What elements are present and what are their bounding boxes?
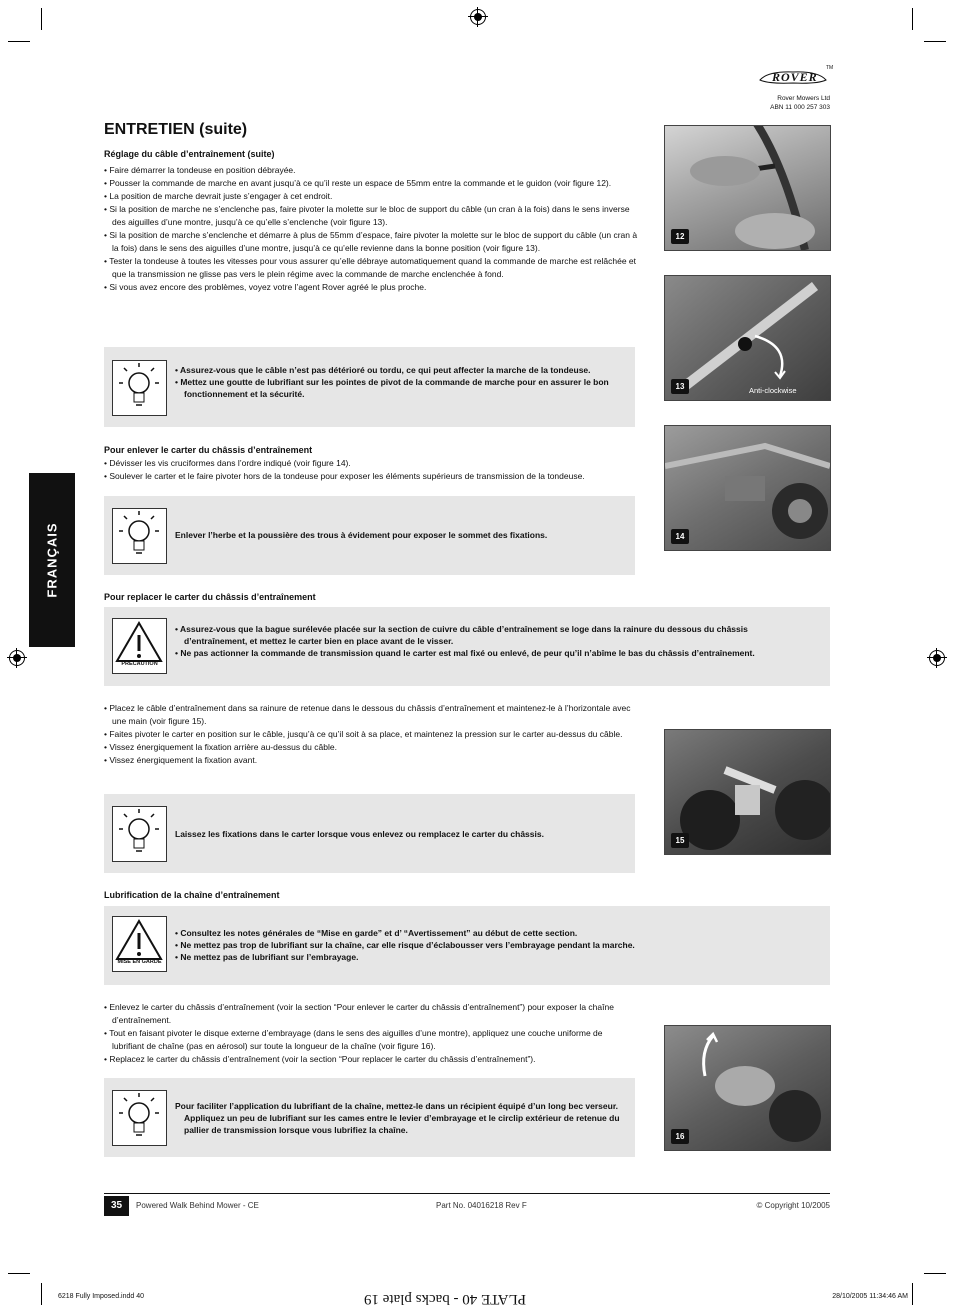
tip-item: Enlever l’herbe et la poussière des trous à évidement pour exposer le sommet des fixations. bbox=[175, 530, 548, 540]
bullet-item: • Tester la tondeuse à toutes les vitesses pour vous assurer qu’elle débraye automatiquement quand la commande de marche est relâchée et que la transmission ne glisse pas vers le plein régime avec la commande de marche enclenchée à fond. bbox=[104, 255, 644, 281]
figure-number: 14 bbox=[671, 529, 689, 544]
lightbulb-icon bbox=[112, 1090, 167, 1146]
bullet-item: • Vissez énergiquement la fixation avant. bbox=[104, 754, 634, 767]
section-body bbox=[104, 702, 634, 767]
rover-logo bbox=[758, 65, 834, 86]
figure-number: 13 bbox=[671, 379, 689, 394]
lightbulb-icon bbox=[112, 360, 167, 416]
bullet-item: • Tout en faisant pivoter le disque externe d’embrayage (dans le sens des aiguilles d’une montre), appliquez une couche uniforme de lubrifiant de chaîne (pas en aérosol) sur toute la longueur de la chaîne (voir figure 16). bbox=[104, 1027, 634, 1053]
section-body bbox=[104, 457, 660, 483]
caution-item: • Ne mettez pas trop de lubrifiant sur la chaîne, car elle risque d’éclabousser vers l’embrayage pendant la marche. bbox=[175, 939, 805, 951]
tip-text bbox=[175, 1100, 625, 1136]
footer-copyright: © Copyright 10/2005 bbox=[756, 1201, 830, 1210]
section-body bbox=[104, 1001, 634, 1066]
tip-text bbox=[175, 529, 625, 541]
bullet-item: • Enlevez le carter du châssis d’entraînement (voir la section “Pour enlever le carter du châssis d’entraînement”) pour exposer la chaîne d’entraînement. bbox=[104, 1001, 634, 1027]
page-title: ENTRETIEN (suite) bbox=[104, 121, 248, 138]
slug-date: 28/10/2005 11:34:46 AM bbox=[832, 1293, 908, 1300]
language-tab bbox=[29, 473, 75, 647]
bullet-item: • Replacez le carter du châssis d’entraînement (voir la section “Pour replacer le carter du châssis d’entraînement”). bbox=[104, 1053, 634, 1066]
company-name: Rover Mowers Ltd bbox=[777, 95, 830, 102]
caution-text bbox=[175, 927, 805, 963]
bullet-item: • Si la position de marche ne s’enclenche pas, faire pivoter la molette sur le bloc de support du câble (un cran à la fois) dans le sens inverse des aiguilles d’une montre, jusqu’à ce qu’elle s’enclenche (voir figure 13). bbox=[104, 203, 644, 229]
section-body bbox=[104, 164, 644, 294]
bullet-item: • Placez le câble d’entraînement dans sa rainure de retenue dans le dessous du châssis d’entraînement et maintenez-le à l’horizontale avec une main (voir figure 15). bbox=[104, 702, 634, 728]
registration-mark-icon bbox=[9, 650, 25, 666]
figure-16-photo bbox=[664, 1025, 831, 1151]
tip-item: Laissez les fixations dans le carter lorsque vous enlevez ou remplacez le carter du châssis. bbox=[175, 829, 544, 839]
lightbulb-icon bbox=[112, 508, 167, 564]
caution-label: PRÉCAUTION bbox=[121, 661, 158, 667]
section-heading: Lubrification de la chaîne d’entraînement bbox=[104, 890, 280, 900]
page-number: 35 bbox=[104, 1196, 129, 1216]
bullet-item: • Faire démarrer la tondeuse en position débrayée. bbox=[104, 164, 644, 177]
figure-number: 15 bbox=[671, 833, 689, 848]
caution-text bbox=[175, 623, 805, 659]
bullet-item: • Soulever le carter et le faire pivoter hors de la tondeuse pour exposer les éléments supérieurs de transmission de la tondeuse. bbox=[104, 470, 660, 483]
caution-label: MISE EN GARDE bbox=[117, 959, 162, 965]
figure-14-photo bbox=[664, 425, 831, 551]
section-heading: Réglage du câble d’entraînement (suite) bbox=[104, 149, 275, 159]
rotation-label: Anti-clockwise bbox=[749, 386, 797, 395]
caution-item: • Assurez-vous que la bague surélevée placée sur la section de cuivre du câble d’entraînement se loge dans la rainure du dessous du châssis d’entraînement, et mettez le carter bien en place avant de le visser. bbox=[175, 623, 805, 647]
tip-item: • Mettez une goutte de lubrifiant sur les pointes de pivot de la commande de marche pour en assurer le bon fonctionnement et la sécurité. bbox=[175, 376, 625, 400]
figure-number: 16 bbox=[671, 1129, 689, 1144]
figure-number: 12 bbox=[671, 229, 689, 244]
section-heading: Pour replacer le carter du châssis d’entraînement bbox=[104, 592, 316, 602]
tip-text bbox=[175, 828, 625, 840]
bullet-item: • Dévisser les vis cruciformes dans l’ordre indiqué (voir figure 14). bbox=[104, 457, 660, 470]
lightbulb-icon bbox=[112, 806, 167, 862]
bullet-item: • Si la position de marche s’enclenche et démarre à plus de 55mm d’espace, faire pivoter la molette sur le bloc de support du câble (un cran à la fois) dans le sens des aiguilles d’une montre, jusqu’à ce qu’elle revienne dans la bonne position (voir figure 13). bbox=[104, 229, 644, 255]
trademark: TM bbox=[826, 65, 834, 71]
bullet-item: • Pousser la commande de marche en avant jusqu’à ce qu’il reste un espace de 55mm entre la commande et le guidon (voir figure 12). bbox=[104, 177, 644, 190]
warning-icon bbox=[112, 618, 167, 674]
slug-file: 6218 Fully Imposed.indd 40 bbox=[58, 1293, 144, 1300]
figure-15-photo bbox=[664, 729, 831, 855]
bullet-item: • Si vous avez encore des problèmes, voyez votre l’agent Rover agréé le plus proche. bbox=[104, 281, 644, 294]
registration-mark-icon bbox=[929, 650, 945, 666]
footer-part-number: Part No. 04016218 Rev F bbox=[436, 1201, 527, 1210]
caution-item: • Consultez les notes générales de “Mise en garde” et d’ “Avertissement” au début de cette section. bbox=[175, 927, 805, 939]
language-tab-label: FRANÇAIS bbox=[44, 522, 60, 598]
bullet-item: • Faites pivoter le carter en position sur le câble, jusqu’à ce qu’il soit à sa place, et maintenez la pression sur le carter au-dessus du câble. bbox=[104, 728, 634, 741]
figure-12-photo bbox=[664, 125, 831, 251]
company-abn: ABN 11 000 257 303 bbox=[770, 104, 830, 111]
tip-text bbox=[175, 364, 625, 400]
company-info bbox=[740, 94, 830, 112]
bullet-item: • La position de marche devrait juste s’engager à cet endroit. bbox=[104, 190, 644, 203]
slug-plate: PLATE 40 - backs plate 19 bbox=[363, 1291, 527, 1307]
section-heading: Pour enlever le carter du châssis d’entraînement bbox=[104, 445, 313, 455]
tip-item: Pour faciliter l’application du lubrifiant de la chaîne, mettez-le dans un récipient équipé d’un long bec verseur. Appliquez un peu de lubrifiant sur les cames entre le levier d’embrayage et le circlip extérieur de retenue du pallier de transmission lorsque vous lubrifiez la chaîne. bbox=[175, 1101, 620, 1135]
tip-item: • Assurez-vous que le câble n’est pas détérioré ou tordu, ce qui peut affecter la marche de la tondeuse. bbox=[175, 364, 625, 376]
caution-item: • Ne pas actionner la commande de transmission quand le carter est mal fixé ou enlevé, de peur qu’il n’abîme le bas du châssis d’entraînement. bbox=[175, 647, 805, 659]
registration-mark-icon bbox=[470, 9, 486, 25]
logo-text: ROVER bbox=[772, 70, 818, 84]
warning-icon bbox=[112, 916, 167, 972]
figure-13-photo bbox=[664, 275, 831, 401]
footer-doc-title: Powered Walk Behind Mower - CE bbox=[136, 1201, 259, 1210]
caution-item: • Ne mettez pas de lubrifiant sur l’embrayage. bbox=[175, 951, 805, 963]
bullet-item: • Vissez énergiquement la fixation arrière au-dessus du câble. bbox=[104, 741, 634, 754]
footer-rule bbox=[104, 1193, 830, 1194]
